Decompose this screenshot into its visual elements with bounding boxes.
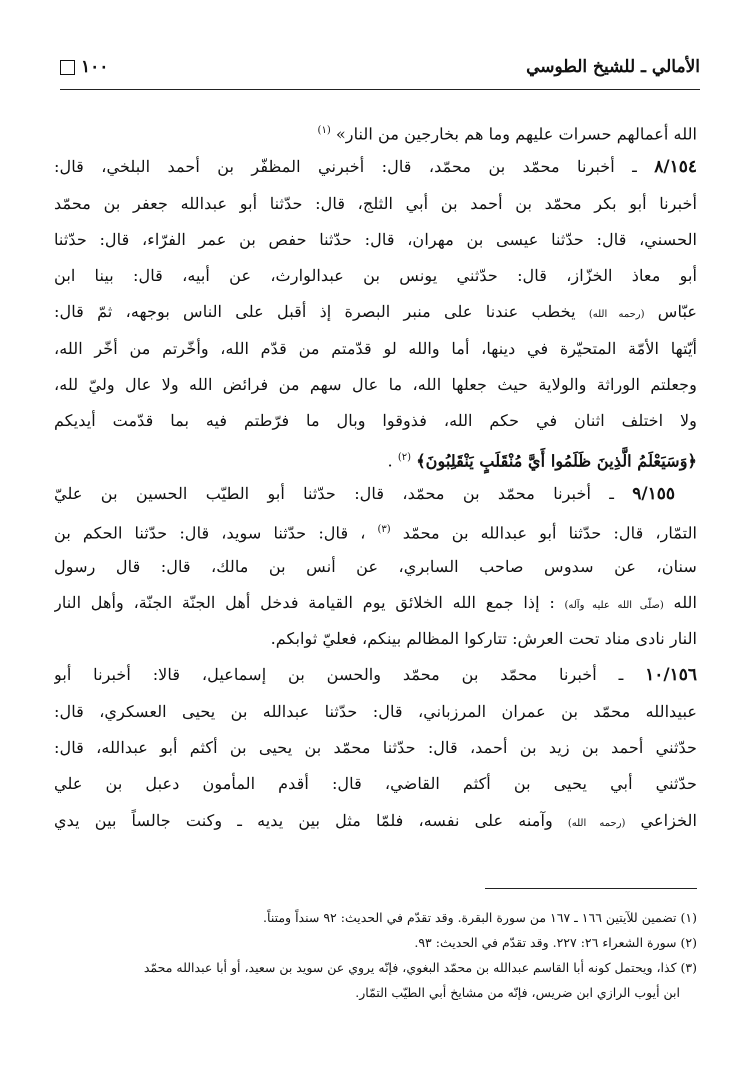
line-text: ـ أخبرنا محمّد بن محمّد، قال: أخبرني المظفّر بن أحمد البلخي، قال: bbox=[54, 157, 637, 177]
footnote: ابن أيوب الرازي ابن ضريس، فإنّه من مشايخ أبي الطيّب التمّار. bbox=[355, 985, 680, 1000]
text-line bbox=[54, 331, 697, 367]
footnote-ref: (٢) bbox=[397, 451, 412, 463]
honorific: (رحمه الله) bbox=[588, 309, 645, 321]
line-text: ـ أخبرنا محمّد بن محمّد والحسن بن إسماعيل، قالا: أخبرنا أبو bbox=[54, 665, 624, 685]
page-header bbox=[60, 55, 700, 90]
main-text bbox=[54, 113, 697, 839]
line-text: حدّثني أحمد بن زيد بن أحمد، قال: حدّثنا محمّد بن يحيى بن أكثم أبو عبدالله، قال: bbox=[54, 738, 697, 758]
text-line bbox=[54, 766, 697, 802]
line-text: الخزاعي bbox=[640, 810, 697, 830]
line-text: أيّتها الأمّة المتحيّرة في دينها، أما والله لو قدّمتم من قدّم الله، وأخّرتم من أخّر الله، bbox=[54, 338, 697, 358]
square-ornament-icon bbox=[60, 60, 75, 75]
quran-verse: ﴿وَسَيَعْلَمُ الَّذِينَ ظَلَمُوا أَيَّ مُنْقَلَبٍ يَنْقَلِبُونَ﴾ bbox=[416, 451, 697, 471]
hadith-number: ٩/١٥٥ bbox=[632, 483, 675, 504]
text-line bbox=[54, 549, 697, 585]
line-text-cont: ، قال: حدّثنا سويد، قال: حدّثنا الحكم بن bbox=[54, 523, 366, 543]
text-line bbox=[54, 476, 697, 512]
footnote: (٣) كذا، ويحتمل كونه أبا القاسم عبدالله بن محمّد البغوي، فإنّه يروي عن سويد بن سعيد، أو أبا عبدالله محمّد bbox=[143, 960, 697, 975]
text-line bbox=[54, 149, 697, 185]
page-number bbox=[60, 57, 108, 77]
text-line bbox=[54, 803, 697, 839]
line-text: أخبرنا أبو بكر محمّد بن أحمد بن أبي الثلج، قال: حدّثنا أبو عبدالله جعفر بن محمّد bbox=[54, 193, 697, 213]
line-text: أبو معاذ الخزّاز، قال: حدّثني يونس بن عبدالوارث، عن أبيه، قال: بينا ابن bbox=[54, 266, 697, 286]
hadith-number: ٨/١٥٤ bbox=[654, 157, 697, 178]
honorific: (رحمه الله) bbox=[567, 817, 626, 829]
hadith-number: ١٠/١٥٦ bbox=[645, 665, 697, 686]
text-line bbox=[54, 694, 697, 730]
footnote-ref: (٣) bbox=[377, 524, 391, 536]
line-text: ولا اختلف اثنان في حكم الله، فذوقوا وبال ما فرّطتم فيه بما قدّمت أيديكم bbox=[54, 411, 697, 431]
running-title: الأمالي ـ للشيخ الطوسي bbox=[526, 57, 700, 77]
text-line bbox=[54, 440, 697, 476]
text-line bbox=[54, 585, 697, 621]
footnote-separator bbox=[485, 888, 697, 889]
text-line bbox=[54, 621, 697, 657]
line-text-cont: : إذا جمع الله الخلائق يوم القيامة فدخل أهل الجنّة الجنّة، وأهل النار bbox=[54, 592, 555, 612]
text-line bbox=[54, 403, 697, 439]
text-line bbox=[54, 512, 697, 548]
text-line bbox=[54, 222, 697, 258]
text-line bbox=[54, 730, 697, 766]
text-line bbox=[54, 113, 697, 149]
text-line bbox=[54, 294, 697, 330]
line-text: حدّثني أبي يحيى بن أكثم القاضي، قال: أقدم المأمون دعبل بن علي bbox=[54, 774, 697, 794]
honorific: (صلّى الله عليه وآله) bbox=[564, 599, 664, 611]
text-line bbox=[54, 258, 697, 294]
line-text: سنان، عن سدوس صاحب السابري، عن أنس بن مالك، قال: قال رسول bbox=[54, 556, 697, 576]
line-text: الله bbox=[673, 592, 697, 612]
line-text: النار نادى مناد تحت العرش: تتاركوا المظالم بينكم، فعليّ ثوابكم. bbox=[270, 629, 697, 649]
line-text: الله أعمالهم حسرات عليهم وما هم بخارجين من النار» bbox=[335, 124, 697, 144]
text-line bbox=[54, 657, 697, 693]
line-text: التمّار، قال: حدّثنا أبو عبدالله بن محمّد bbox=[402, 523, 697, 543]
line-text-cont: يخطب عندنا على منبر البصرة إذ أقبل على الناس بوجهه، ثمّ قال: bbox=[54, 302, 576, 322]
text-line bbox=[54, 186, 697, 222]
footnotes bbox=[54, 905, 697, 1005]
footnote: (٢) سورة الشعراء ٢٦: ٢٢٧. وقد تقدّم في الحديث: ٩٣. bbox=[414, 935, 697, 950]
text-line bbox=[54, 367, 697, 403]
line-text-cont: وآمنه على نفسه، فلمّا مثل بين يديه ـ وكنت جالساً بين يدي bbox=[54, 810, 553, 830]
line-text: وجعلتم الوراثة والولاية حيث جعلها الله، ما عال سهم من فرائض الله ولا عال وليّ لله، bbox=[54, 375, 697, 395]
page-number-value: ١٠٠ bbox=[81, 57, 109, 77]
line-text: عبيدالله محمّد بن عمران المرزباني، قال: حدّثنا عبدالله بن يحيى العسكري، قال: bbox=[54, 701, 697, 721]
footnote: (١) تضمين للآيتين ١٦٦ ـ ١٦٧ من سورة البقرة. وقد تقدّم في الحديث: ٩٢ سنداً ومتناً. bbox=[263, 910, 697, 925]
line-text: الحسني، قال: حدّثنا عيسى بن مهران، قال: حدّثنا حفص بن عمر الفرّاء، قال: حدّثنا bbox=[54, 229, 697, 249]
line-text: عبّاس bbox=[657, 302, 697, 322]
line-tail: . bbox=[387, 451, 393, 471]
footnote-ref: (١) bbox=[317, 125, 331, 136]
line-text: ـ أخبرنا محمّد بن محمّد، قال: حدّثنا أبو الطيّب الحسين بن عليّ bbox=[54, 483, 614, 503]
